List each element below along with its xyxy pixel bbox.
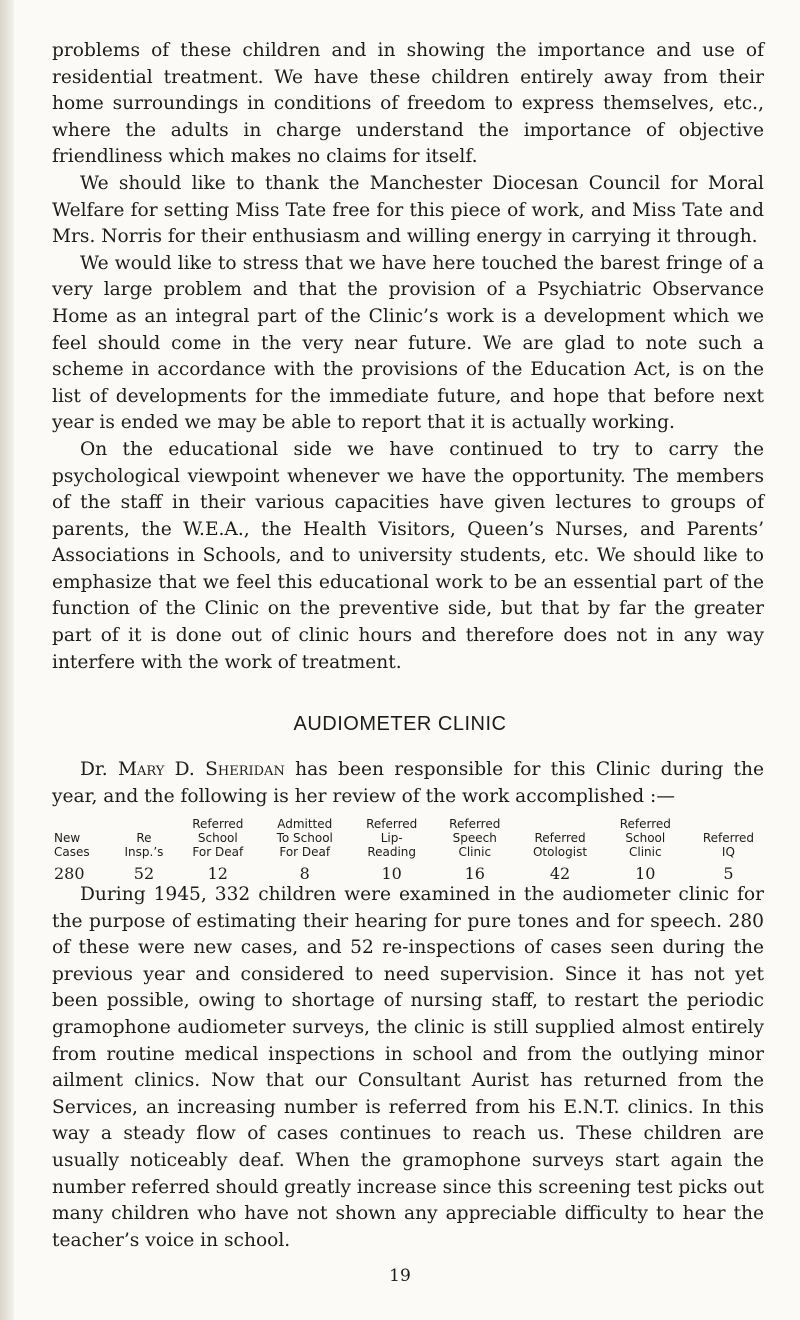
table-cell: 10: [381, 864, 402, 883]
closing-paragraph: During 1945, 332 children were examined in the audiometer clinic for the purpose of estimating their hearing for pure tones and for speech. 280 of these were new cases, and 52 re-inspections of cases seen during the previous year and considered to need supervision. Since it has not yet been possible, owing to shortage of nursing staff, to restart the periodic gramophone audiometer surveys, the clinic is still supplied almost entirely from routine medical inspections in school and from the outlying minor ailment clinics. Now that our Consultant Aurist has returned from the Services, an increasing number is referred from his E.N.T. clinics. In this way a steady flow of cases continues to reach us. These children are usually noticeably deaf. When the gramophone surveys start again the number referred should greatly increase since this screening test picks out many children who have not shown any appreciable difficulty to hear the teacher’s voice in school.: [52, 884, 764, 1251]
intro-prefix: Dr.: [80, 759, 108, 780]
col-header: Admitted To School For Deaf: [276, 817, 333, 859]
table-cell: 10: [635, 864, 656, 883]
col-header: Referred IQ: [702, 831, 755, 859]
col-header: Referred School Clinic: [619, 817, 671, 859]
table-cell: 12: [207, 864, 228, 883]
col-header: Referred Lip- Reading: [366, 817, 418, 859]
audiometer-stats-table: [52, 817, 770, 883]
author-name: Mary D. Sheridan: [117, 759, 285, 780]
col-header: Referred School For Deaf: [192, 817, 244, 859]
intro-paragraph: [52, 757, 764, 810]
col-header: Referred Otologist: [532, 831, 588, 859]
col-header: Referred Speech Clinic: [449, 817, 501, 859]
table-cell: 8: [299, 864, 310, 883]
table-cell: 42: [549, 864, 571, 883]
paragraph-1: problems of these children and in showing the importance and use of residential treatment. We have these children entirely away from their home surroundings in conditions of freedom to express themselves, etc., where the adults in charge understand the importance of objective friendliness which makes no claims for itself.: [52, 40, 764, 168]
col-header: New Cases: [54, 831, 90, 859]
page-number: 19: [389, 1266, 411, 1286]
paragraph-4: On the educational side we have continued to try to carry the psychological viewpoint whenever we have the opportunity. The members of the staff in their various capacities have given lectures to groups of parents, the W.E.A., the Health Visitors, Queen’s Nurses, and Parents’ Associations in Schools, and to university students, etc. We should like to emphasize that we feel this educational work to be an essential part of the function of the Clinic on the preventive side, but that by far the greater part of it is done out of clinic hours and therefore does not in any way interfere with the work of treatment.: [52, 438, 764, 673]
paragraph-3: We would like to stress that we have here touched the barest fringe of a very large problem and that the provision of a Psychiatric Observance Home as an integral part of the Clinic’s work is a development which we feel should come in the very near future. We are glad to note such a scheme in accordance with the provisions of the Education Act, is on the list of developments for the immediate future, and hope that before next year is ended we may be able to report that it is actually working.: [52, 252, 764, 434]
table-cell: 280: [54, 864, 85, 883]
section-heading: AUDIOMETER CLINIC: [293, 713, 507, 735]
table-row: [52, 864, 770, 883]
paragraph-2: We should like to thank the Manchester Diocesan Council for Moral Welfare for setting Miss Tate free for this piece of work, and Miss Tate and Mrs. Norris for their enthusiasm and willing energy in carrying it through.: [52, 172, 764, 248]
page-edge-shadow: [0, 0, 14, 1320]
table-cell: 16: [464, 864, 485, 883]
table-cell: 5: [723, 864, 734, 883]
closing-text: [52, 882, 764, 1254]
table-header-row: [52, 817, 770, 864]
table-cell: 52: [133, 864, 155, 883]
body-text: [52, 38, 764, 676]
intro-text: has been responsible for this Clinic during the year, and the following is her review of the work accomplished :—: [52, 759, 765, 807]
col-header: Re Insp.’s: [124, 831, 164, 859]
